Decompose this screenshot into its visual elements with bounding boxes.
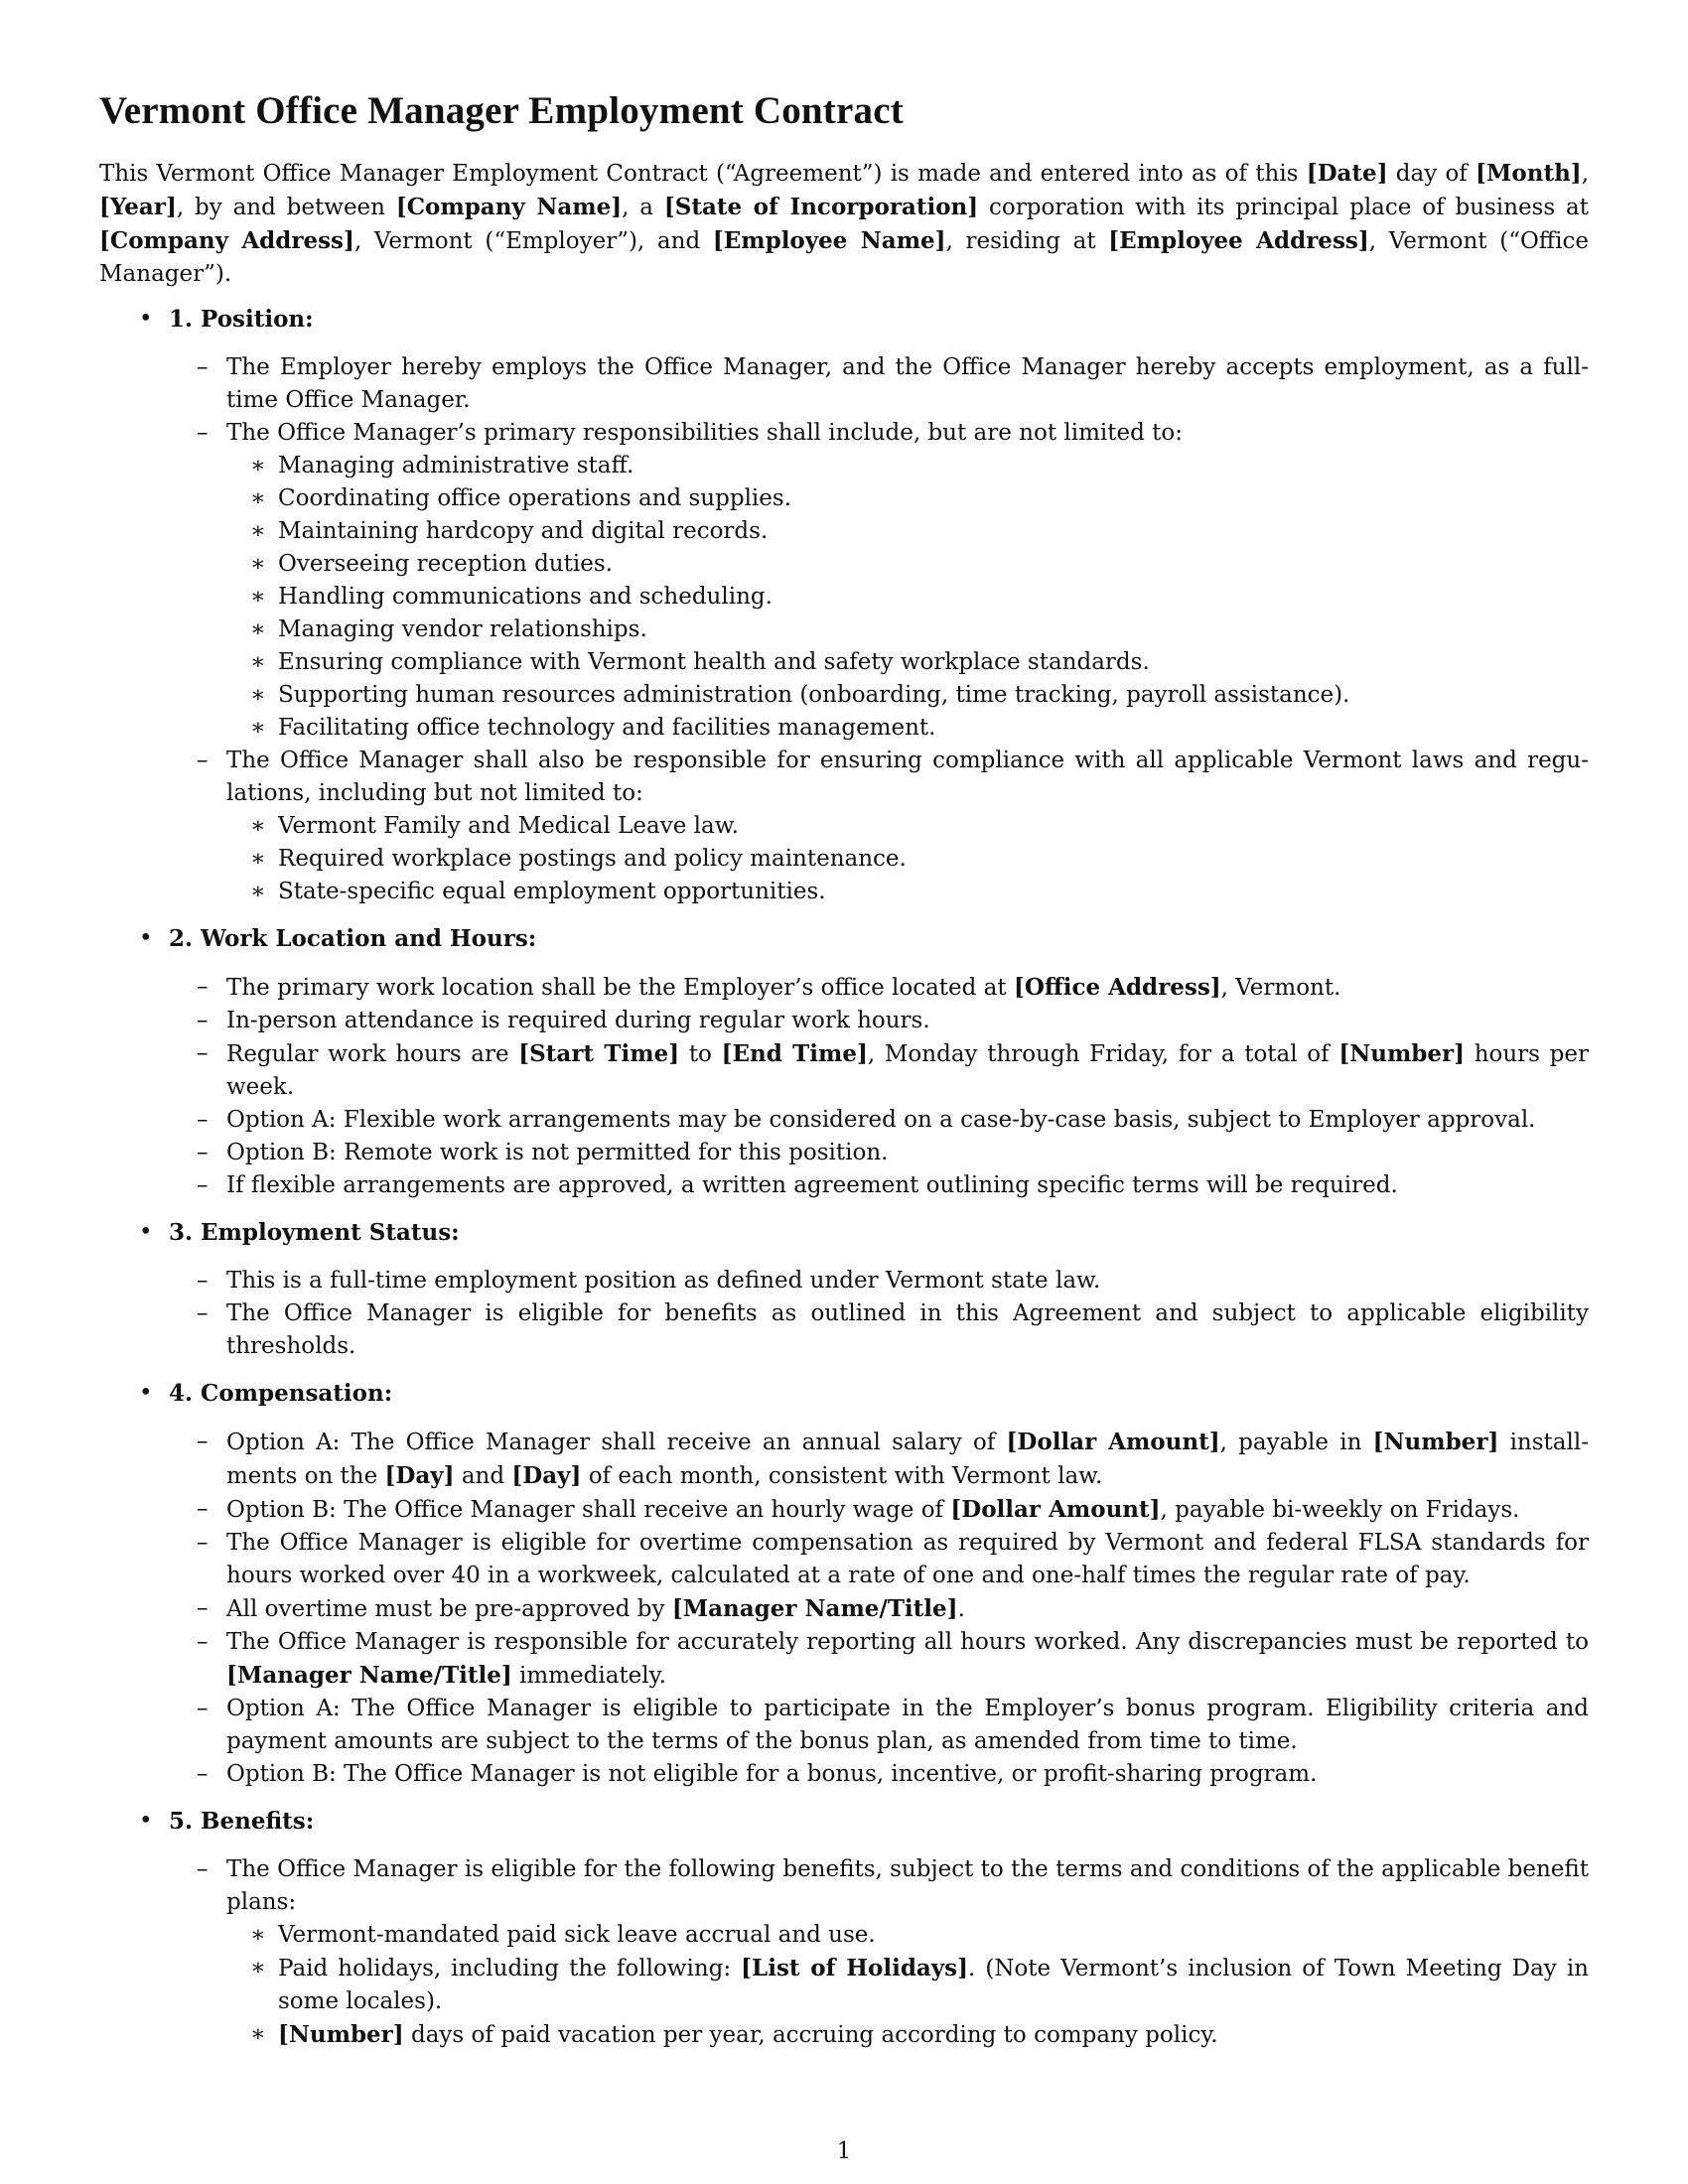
text-run: to — [679, 1041, 722, 1067]
clause-text — [226, 1626, 1589, 1693]
document-title: Vermont Office Manager Employment Contract — [99, 89, 904, 132]
sub-item — [99, 810, 1589, 843]
placeholder-field: [Employee Name] — [712, 227, 946, 254]
text-run: The Office Manager is responsible for accurately reporting all hours worked. Any discrepancies must be reported to — [226, 1629, 1589, 1655]
section-heading-text: 5. Benefits: — [169, 1808, 315, 1835]
dash-marker: – — [197, 1761, 209, 1787]
text-run: , by and between — [176, 195, 396, 220]
placeholder-field: [Dollar Amount] — [1006, 1429, 1220, 1455]
text-run: Option B: Remote work is not permitted for this position. — [226, 1140, 889, 1165]
placeholder-field: [Manager Name/Title] — [226, 1662, 512, 1689]
placeholder-field: [Number] — [1372, 1429, 1499, 1455]
sub-list — [226, 450, 1589, 745]
dash-marker: – — [197, 1595, 209, 1621]
clause-item — [99, 351, 1589, 417]
text-run: If flexible arrangements are approved, a written agreement outlining specific terms will be required. — [226, 1172, 1398, 1198]
dash-marker: – — [197, 354, 209, 380]
star-marker: ∗ — [250, 584, 266, 610]
text-run: Option A: The Office Manager is eligible to participate in the Employer’s bonus program. Eligibility criteria and payment amounts are subject to the terms of the bonus plan, as amended from time to time. — [226, 1696, 1589, 1754]
sub-item — [99, 646, 1589, 679]
text-run: State-specific equal employment opportunities. — [278, 879, 826, 904]
placeholder-field: [List of Holidays] — [741, 1955, 968, 1981]
placeholder-field: [Dollar Amount] — [950, 1496, 1161, 1523]
dash-marker: – — [197, 1268, 209, 1294]
text-run: Required workplace postings and policy maintenance. — [278, 846, 907, 872]
text-run: Coordinating office operations and supplies. — [278, 485, 792, 511]
dash-marker: – — [197, 1300, 209, 1326]
sub-item — [99, 515, 1589, 548]
clause-item — [99, 1104, 1589, 1137]
text-run: Ensuring compliance with Vermont health and safety workplace standards. — [278, 649, 1150, 675]
text-run: and — [454, 1463, 512, 1489]
dash-marker: – — [197, 1429, 209, 1454]
star-marker: ∗ — [250, 715, 266, 741]
clause-text — [226, 1104, 1589, 1137]
text-run: , payable bi-weekly on Fridays. — [1160, 1497, 1520, 1523]
section-heading-text: 3. Employment Status: — [169, 1219, 460, 1246]
text-run: Maintaining hardcopy and digital records. — [278, 518, 769, 544]
sub-item — [99, 614, 1589, 646]
text-run: Facilitating office technology and facilities management. — [278, 715, 936, 741]
clause-list — [99, 1853, 1589, 2052]
bullet-marker: • — [139, 1219, 153, 1245]
clause-item — [99, 417, 1589, 745]
clause-item — [99, 1493, 1589, 1527]
sub-item — [99, 450, 1589, 482]
text-run: day of — [1387, 161, 1477, 187]
dash-marker: – — [197, 1172, 209, 1198]
intro-paragraph — [99, 157, 1589, 291]
text-run: corporation with its principal place of business at — [978, 195, 1589, 220]
clause-item — [99, 1005, 1589, 1037]
text-run: , Vermont. — [1220, 975, 1341, 1001]
section-heading — [99, 1216, 1589, 1249]
text-run: , Monday through Friday, for a total of — [867, 1041, 1339, 1067]
dash-marker: – — [197, 1107, 209, 1133]
dash-marker: – — [197, 1629, 209, 1655]
placeholder-field: [End Time] — [721, 1040, 868, 1067]
text-run: The Office Manager shall also be responsible for ensuring compliance with all applicable Vermont laws and regulations, including but not limited to: — [226, 748, 1589, 806]
text-run: Option B: The Office Manager is not eligible for a bonus, incentive, or profit-sharing program. — [226, 1761, 1318, 1787]
text-run: The Office Manager is eligible for the following benefits, subject to the terms and conditions of the applicable benefit plans: — [226, 1856, 1589, 1915]
dash-marker: – — [197, 1856, 209, 1882]
section-heading-text: 4. Compensation: — [169, 1380, 393, 1407]
text-run: . (Note Vermont’s inclusion of Town Meeting Day in some locales). — [278, 1956, 1589, 2014]
bullet-marker: • — [139, 1380, 153, 1406]
clause-list — [99, 1426, 1589, 1791]
star-marker: ∗ — [250, 518, 266, 544]
sub-item — [99, 1919, 1589, 1952]
section-heading — [99, 303, 1589, 336]
dash-marker: – — [197, 1496, 209, 1522]
section-heading — [99, 922, 1589, 955]
placeholder-field: [Employee Address] — [1108, 227, 1369, 254]
text-run: Option B: The Office Manager shall receive an hourly wage of — [226, 1497, 951, 1523]
text-run: The primary work location shall be the Employer’s office located at — [226, 975, 1014, 1001]
bullet-marker: • — [139, 306, 153, 332]
clause-text — [226, 971, 1589, 1005]
sub-item — [99, 548, 1589, 581]
text-run: The Office Manager’s primary responsibilities shall include, but are not limited to: — [226, 420, 1184, 446]
dash-marker: – — [197, 748, 209, 773]
dash-marker: – — [197, 1040, 209, 1066]
clause-text — [226, 1527, 1589, 1592]
section-heading — [99, 1805, 1589, 1838]
clause-item — [99, 1169, 1589, 1202]
sub-item — [99, 843, 1589, 876]
placeholder-field: [Manager Name/Title] — [671, 1595, 958, 1622]
sub-item — [99, 712, 1589, 745]
clause-item — [99, 1758, 1589, 1791]
section — [99, 1216, 1589, 1363]
star-marker: ∗ — [250, 846, 266, 872]
section — [99, 1377, 1589, 1791]
placeholder-field: [Start Time] — [518, 1040, 680, 1067]
clause-list — [99, 971, 1589, 1202]
clause-text — [226, 745, 1589, 810]
page-number: 1 — [836, 2138, 852, 2164]
text-run: , payable in — [1219, 1430, 1373, 1455]
sub-item — [99, 2018, 1589, 2052]
text-run: Option A: The Office Manager shall receive an annual salary of — [226, 1430, 1007, 1455]
section — [99, 303, 1589, 908]
text-run: In-person attendance is required during regular work hours. — [226, 1008, 930, 1033]
placeholder-field: [Date] — [1306, 160, 1388, 187]
dash-marker: – — [197, 1008, 209, 1033]
placeholder-field: [Company Address] — [99, 227, 354, 254]
text-run: Regular work hours are — [226, 1041, 519, 1067]
text-run: , — [1581, 161, 1589, 187]
star-marker: ∗ — [250, 1922, 266, 1948]
text-run: , a — [622, 195, 664, 220]
clause-item — [99, 1693, 1589, 1758]
clause-text — [226, 1297, 1589, 1363]
star-marker: ∗ — [250, 649, 266, 675]
clause-item — [99, 971, 1589, 1005]
placeholder-field: [Company Name] — [395, 194, 623, 220]
text-run: Managing vendor relationships. — [278, 616, 647, 642]
clause-text — [226, 351, 1589, 417]
text-run: of each month, consistent with Vermont law. — [581, 1463, 1103, 1489]
text-run: The Employer hereby employs the Office Manager, and the Office Manager hereby accepts employment, as a full-time Office Manager. — [226, 354, 1589, 413]
text-run: , Vermont (“Employer”), and — [353, 228, 713, 254]
bullet-marker: • — [139, 1808, 153, 1834]
clause-text — [226, 1592, 1589, 1626]
star-marker: ∗ — [250, 485, 266, 511]
text-run: Paid holidays, including the following: — [278, 1956, 742, 1981]
dash-marker: – — [197, 1140, 209, 1165]
section-heading — [99, 1377, 1589, 1410]
sub-list — [226, 810, 1589, 908]
clause-text — [226, 1493, 1589, 1527]
text-run: immediately. — [511, 1663, 666, 1689]
text-run: . — [957, 1596, 965, 1622]
document-page — [99, 87, 1589, 2066]
text-run: , Vermont (“Office Manager”). — [99, 228, 1590, 287]
sub-item — [99, 1952, 1589, 2018]
section-heading-text: 2. Work Location and Hours: — [169, 925, 537, 952]
text-run: hours per week. — [226, 1041, 1589, 1100]
clause-item — [99, 1426, 1589, 1493]
clause-text — [226, 1265, 1589, 1297]
text-run: Handling communications and scheduling. — [278, 584, 773, 610]
dash-marker: – — [197, 1530, 209, 1556]
placeholder-field: [Number] — [1338, 1040, 1466, 1067]
text-run: The Office Manager is eligible for benefits as outlined in this Agreement and subject to applicable eligibility thresholds. — [226, 1300, 1589, 1359]
text-run: Supporting human resources administration (onboarding, time tracking, payroll assistance). — [278, 682, 1350, 708]
text-run: , residing at — [945, 228, 1109, 254]
star-marker: ∗ — [250, 879, 266, 904]
dash-marker: – — [197, 420, 209, 446]
text-run: Overseeing reception duties. — [278, 551, 613, 577]
clause-text — [226, 417, 1589, 450]
clause-text — [226, 1037, 1589, 1104]
bullet-marker: • — [139, 925, 153, 951]
clause-item — [99, 1853, 1589, 2052]
clause-list — [99, 1265, 1589, 1363]
dash-marker: – — [197, 974, 209, 1000]
clause-item — [99, 1037, 1589, 1104]
text-run: Vermont-mandated paid sick leave accrual and use. — [278, 1922, 876, 1948]
placeholder-field: [State of Incorporation] — [663, 194, 979, 220]
sub-item — [99, 482, 1589, 515]
star-marker: ∗ — [250, 1955, 266, 1980]
section-heading-text: 1. Position: — [169, 306, 314, 333]
clause-item — [99, 1527, 1589, 1592]
clause-text — [226, 1005, 1589, 1037]
text-run: The Office Manager is eligible for overtime compensation as required by Vermont and federal FLSA standards for hours worked over 40 in a workweek, calculated at a rate of one and one-half times the regular rate of pay. — [226, 1530, 1589, 1588]
section — [99, 1805, 1589, 2052]
star-marker: ∗ — [250, 2021, 266, 2047]
text-run: Managing administrative staff. — [278, 453, 634, 478]
text-run: Option A: Flexible work arrangements may be considered on a case-by-case basis, subject to Employer approval. — [226, 1107, 1536, 1133]
text-run: days of paid vacation per year, accruing according to company policy. — [403, 2022, 1218, 2048]
text-run: This Vermont Office Manager Employment Contract (“Agreement”) is made and entered into as of this — [99, 161, 1307, 187]
clause-text — [226, 1758, 1589, 1791]
sections-container — [99, 303, 1589, 2052]
text-run: Vermont Family and Medical Leave law. — [278, 813, 739, 839]
clause-item — [99, 1297, 1589, 1363]
clause-item — [99, 1626, 1589, 1693]
sub-list — [226, 1919, 1589, 2052]
star-marker: ∗ — [250, 616, 266, 642]
placeholder-field: [Office Address] — [1013, 974, 1221, 1001]
sub-item — [99, 679, 1589, 712]
placeholder-field: [Month] — [1476, 160, 1582, 187]
star-marker: ∗ — [250, 453, 266, 478]
placeholder-field: [Number] — [278, 2021, 404, 2048]
text-run: All overtime must be pre-approved by — [226, 1596, 672, 1622]
clause-text — [226, 1853, 1589, 1919]
clause-item — [99, 1265, 1589, 1297]
star-marker: ∗ — [250, 551, 266, 577]
clause-text — [226, 1169, 1589, 1202]
dash-marker: – — [197, 1696, 209, 1721]
text-run: installments on the — [226, 1430, 1589, 1489]
star-marker: ∗ — [250, 682, 266, 708]
sub-item — [99, 581, 1589, 614]
placeholder-field: [Day] — [384, 1462, 455, 1489]
clause-item — [99, 1137, 1589, 1169]
star-marker: ∗ — [250, 813, 266, 839]
sub-item — [99, 876, 1589, 908]
clause-list — [99, 351, 1589, 908]
clause-text — [226, 1137, 1589, 1169]
placeholder-field: [Year] — [99, 194, 177, 220]
clause-item — [99, 1592, 1589, 1626]
section — [99, 922, 1589, 1202]
text-run: This is a full-time employment position as defined under Vermont state law. — [226, 1268, 1101, 1294]
clause-item — [99, 745, 1589, 908]
placeholder-field: [Day] — [511, 1462, 582, 1489]
clause-text — [226, 1693, 1589, 1758]
clause-text — [226, 1426, 1589, 1493]
